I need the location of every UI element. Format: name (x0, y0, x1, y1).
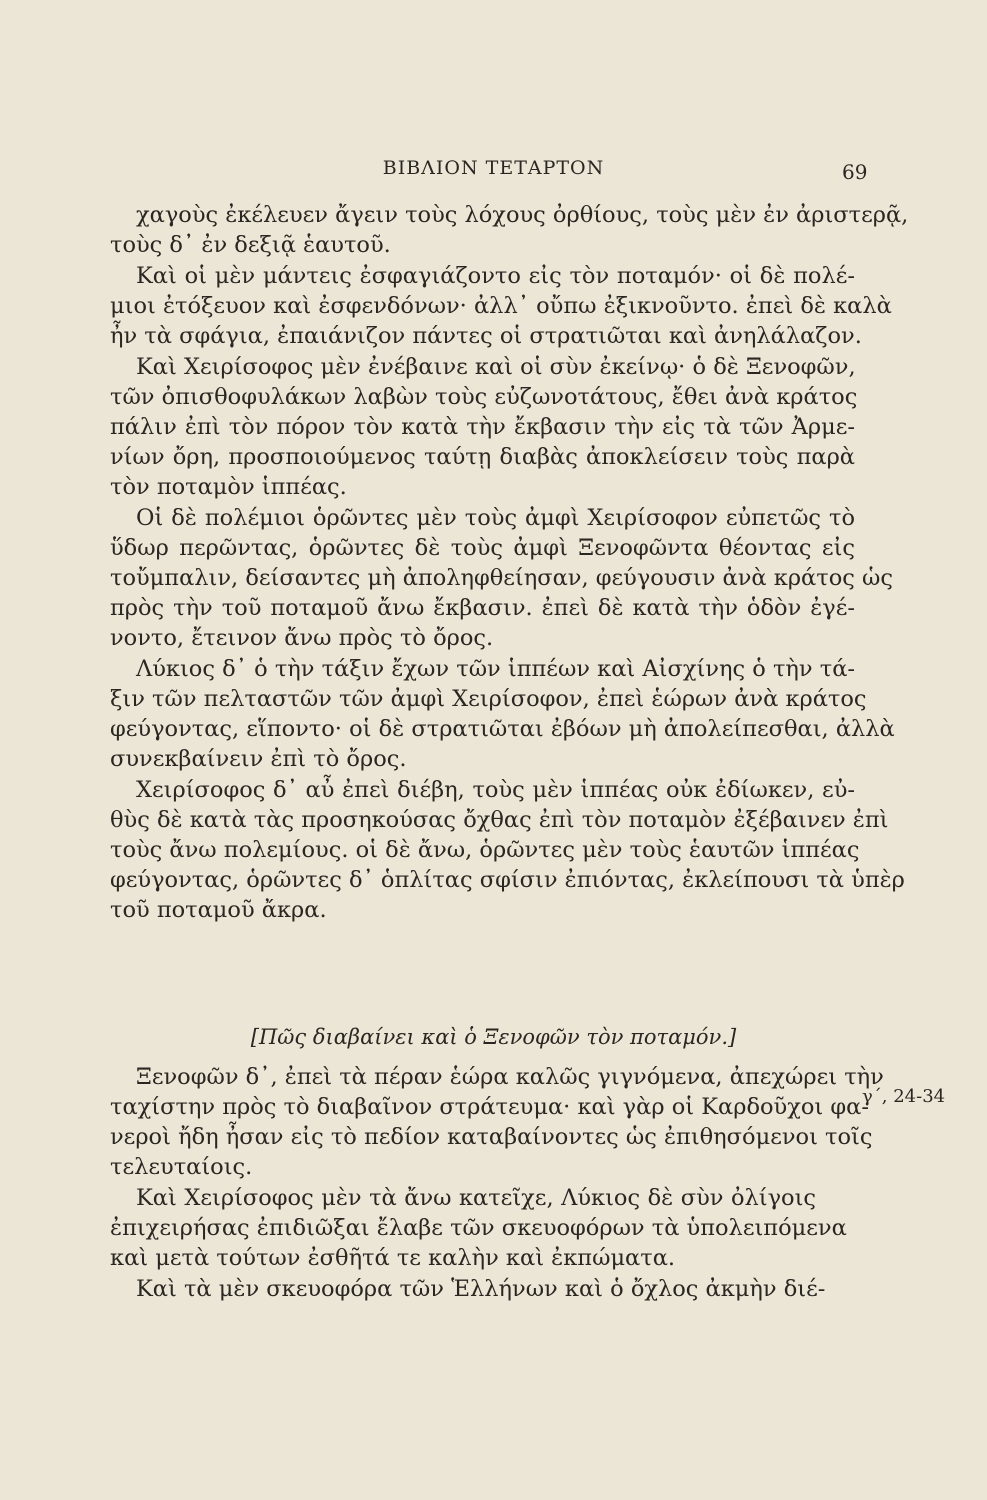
text-line: τῶν ὀπισθοφυλάκων λαβὼν τοὺς εὐζωνοτάτους, ἔθει ἀνὰ κράτος (110, 384, 858, 410)
text-line: μιοι ἐτόξευον καὶ ἐσφενδόνων· ἀλλ᾽ οὔπω ἐξικνοῦντο. ἐπεὶ δὲ καλὰ (110, 293, 892, 319)
paragraph (110, 352, 858, 502)
text-line: νίων ὄρη, προσποιούμενος ταύτῃ διαβὰς ἀποκλείσειν τοὺς παρὰ (110, 444, 855, 470)
text-line: ἐπιχειρήσας ἐπιδιῶξαι ἔλαβε τῶν σκευοφόρων τὰ ὑπολειπόμενα (110, 1215, 847, 1241)
text-line: καὶ μετὰ τούτων ἐσθῆτά τε καλὴν καὶ ἐκπώματα. (110, 1245, 676, 1271)
text-line: ὕδωρ περῶντας, ὁρῶντες δὲ τοὺς ἀμφὶ Ξενοφῶντα θέοντας εἰς (110, 535, 855, 561)
paragraph (110, 775, 905, 925)
paragraph (110, 261, 892, 351)
text-line: ξιν τῶν πελταστῶν τῶν ἀμφὶ Χειρίσοφον, ἐπεὶ ἑώρων ἀνὰ κράτος (110, 686, 867, 712)
text-line: ταχίστην πρὸς τὸ διαβαῖνον στράτευμα· καὶ γὰρ οἱ Καρδοῦχοι φα- (110, 1094, 869, 1120)
running-title: ΒΙΒΛΙΟΝ ΤΕΤΑΡΤΟΝ (382, 157, 605, 179)
text-line: συνεκβαίνειν ἐπὶ τὸ ὄρος. (110, 746, 407, 772)
text-line: Ξενοφῶν δ᾽, ἐπεὶ τὰ πέραν ἑώρα καλῶς γιγνόμενα, ἀπεχώρει τὴν (136, 1064, 884, 1090)
paragraph (110, 1274, 826, 1304)
text-line: πρὸς τὴν τοῦ ποταμοῦ ἄνω ἔκβασιν. ἐπεὶ δὲ κατὰ τὴν ὁδὸν ἐγέ- (110, 595, 855, 621)
paragraph (110, 1062, 884, 1182)
paragraph (110, 1183, 847, 1273)
text-line: νοντο, ἔτεινον ἄνω πρὸς τὸ ὄρος. (110, 625, 494, 651)
text-line: θὺς δὲ κατὰ τὰς προσηκούσας ὄχθας ἐπὶ τὸν ποταμὸν ἐξέβαινεν ἐπὶ (110, 807, 889, 833)
page-number: 69 (842, 160, 868, 184)
text-line: τοὺς δ᾽ ἐν δεξιᾷ ἑαυτοῦ. (110, 232, 391, 258)
main-text-lower (110, 1062, 884, 1305)
text-line: πάλιν ἐπὶ τὸν πόρον τὸν κατὰ τὴν ἔκβασιν τὴν εἰς τὰ τῶν Ἀρμε- (110, 414, 855, 440)
text-line: τοῦ ποταμοῦ ἄκρα. (110, 897, 327, 923)
paragraph (110, 200, 909, 260)
main-text-upper (110, 200, 909, 926)
section-heading: [Πῶς διαβαίνει καὶ ὁ Ξενοφῶν τὸν ποταμόν.] (250, 1025, 737, 1049)
text-line: τελευταίοις. (110, 1154, 253, 1180)
text-line: τὸν ποταμὸν ἱππέας. (110, 474, 347, 500)
text-line: φεύγοντας, εἵποντο· οἱ δὲ στρατιῶται ἐβόων μὴ ἀπολείπεσθαι, ἀλλὰ (110, 716, 895, 742)
margin-reference: γ΄, 24-34 (862, 1086, 946, 1107)
text-line: τοὺς ἄνω πολεμίους. οἱ δὲ ἄνω, ὁρῶντες μὲν τοὺς ἑαυτῶν ἱππέας (110, 837, 860, 863)
paragraph (110, 503, 893, 653)
text-line: ἦν τὰ σφάγια, ἐπαιάνιζον πάντες οἱ στρατιῶται καὶ ἀνηλάλαζον. (110, 323, 862, 349)
text-line: Καὶ τὰ μὲν σκευοφόρα τῶν Ἑλλήνων καὶ ὁ ὄχλος ἀκμὴν διέ- (136, 1276, 826, 1302)
text-line: χαγοὺς ἐκέλευεν ἄγειν τοὺς λόχους ὀρθίους, τοὺς μὲν ἐν ἀριστερᾷ, (136, 202, 909, 228)
text-line: τοὔμπαλιν, δείσαντες μὴ ἀποληφθείησαν, φεύγουσιν ἀνὰ κράτος ὡς (110, 565, 893, 591)
text-line: νεροὶ ἤδη ἦσαν εἰς τὸ πεδίον καταβαίνοντες ὡς ἐπιθησόμενοι τοῖς (110, 1124, 873, 1150)
text-line: Χειρίσοφος δ᾽ αὖ ἐπεὶ διέβη, τοὺς μὲν ἱππέας οὐκ ἐδίωκεν, εὐ- (136, 777, 855, 803)
text-line: Οἱ δὲ πολέμιοι ὁρῶντες μὲν τοὺς ἀμφὶ Χειρίσοφον εὐπετῶς τὸ (136, 505, 855, 531)
text-line: Λύκιος δ᾽ ὁ τὴν τάξιν ἔχων τῶν ἱππέων καὶ Αἰσχίνης ὁ τὴν τά- (136, 656, 855, 682)
paragraph (110, 654, 895, 774)
text-line: Καὶ Χειρίσοφος μὲν τὰ ἄνω κατεῖχε, Λύκιος δὲ σὺν ὀλίγοις (136, 1185, 816, 1211)
text-line: Καὶ οἱ μὲν μάντεις ἐσφαγιάζοντο εἰς τὸν ποταμόν· οἱ δὲ πολέ- (136, 263, 855, 289)
text-line: φεύγοντας, ὁρῶντες δ᾽ ὁπλίτας σφίσιν ἐπιόντας, ἐκλείπουσι τὰ ὑπὲρ (110, 867, 905, 893)
text-line: Καὶ Χειρίσοφος μὲν ἐνέβαινε καὶ οἱ σὺν ἐκείνῳ· ὁ δὲ Ξενοφῶν, (136, 354, 856, 380)
